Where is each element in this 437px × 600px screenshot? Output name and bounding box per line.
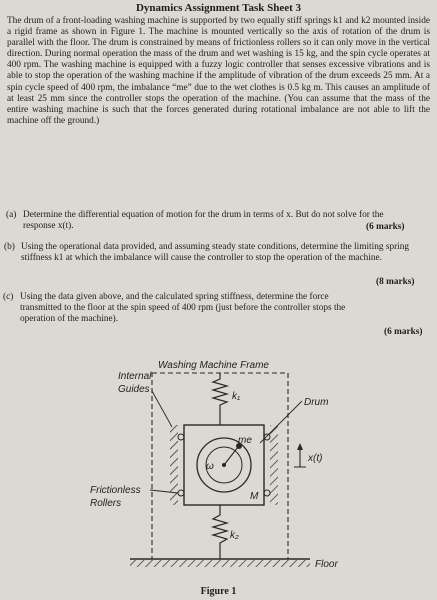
frictionless-label: Frictionless xyxy=(90,485,141,496)
guides-label: Guides xyxy=(118,384,150,395)
spring-k1 xyxy=(213,373,227,425)
question-marks: (6 marks) xyxy=(366,222,405,232)
question-text: Using the data given above, and the calculated spring stiffness, determine the force transmitted to the floor at the spin speed of 400 rpm (just before the controller stops the operation of the machine). xyxy=(20,292,346,325)
question-text: Using the operational data provided, and assuming steady state conditions, determine the limiting spring stiffness k1 at which the imbalance will cause the controller to stop the operation of the machine. xyxy=(21,242,410,264)
roller xyxy=(178,490,184,496)
spring-k2 xyxy=(213,505,227,559)
question-b xyxy=(4,242,432,278)
k2-label: k₂ xyxy=(230,530,239,541)
figure-1 xyxy=(60,355,380,580)
roller xyxy=(178,434,184,440)
floor-label: Floor xyxy=(315,559,338,570)
right-guide xyxy=(270,425,278,505)
rollers-label: Rollers xyxy=(90,498,122,509)
xt-label: x(t) xyxy=(308,453,323,464)
figure-caption: Figure 1 xyxy=(200,586,237,597)
question-marks: (6 marks) xyxy=(384,327,423,337)
internal-label: Internal xyxy=(118,371,152,382)
question-text: Determine the differential equation of motion for the drum in terms of x. But do not solve for the response x(t). xyxy=(23,210,384,232)
guides-leader xyxy=(152,391,172,427)
floor-hatch xyxy=(130,560,310,567)
drum-center xyxy=(222,463,226,467)
frame-label: Washing Machine Frame xyxy=(158,360,269,371)
me-label: me xyxy=(238,435,252,446)
eccentric-arm xyxy=(224,447,238,465)
roller xyxy=(264,434,270,440)
omega-label: ω xyxy=(206,461,214,472)
question-marks: (8 marks) xyxy=(376,277,415,287)
drum-label: Drum xyxy=(304,397,329,408)
question-c xyxy=(3,292,433,328)
page-title: Dynamics Assignment Task Sheet 3 xyxy=(135,2,302,14)
x-arrowhead xyxy=(297,443,303,450)
k1-label: k₁ xyxy=(232,391,241,402)
drum-leader xyxy=(260,401,302,443)
question-label: (c) xyxy=(3,292,14,302)
intro-paragraph: The drum of a front-loading washing machine is supported by two equally stiff springs k1 and k2 mounted inside a rigid frame as shown in Figure 1. The machine is mounted vertically so the axis of rotation of the drum is parallel with the floor. The drum is constrained by means of frictionless rollers so it can only move in the vertical direction. During normal operation the mass of the drum and wet washing is 15 kg, and the spin cycle operates at 400 rpm. The washing machine is equipped with a fuzzy logic controller that senses excessive vibrations and is able to stop the operation of the washing machine if the amplitude of vibration of the drum exceeds 25 mm. At a spin cycle speed of 400 rpm, the imbalance “me” due to the wet clothes is 0.5 kg m. This causes an amplitude of at least 25 mm since the controller stops the operation of the machine. (You can assume that the mass of the entire washing machine is such that the forces generated during rotational imbalance are not able to lift the machine off the ground.) xyxy=(7,16,430,126)
washing-machine-diagram xyxy=(60,355,380,580)
question-label: (a) xyxy=(6,210,17,220)
question-label: (b) xyxy=(4,242,15,252)
mass-label: M xyxy=(250,491,259,502)
roller xyxy=(264,490,270,496)
